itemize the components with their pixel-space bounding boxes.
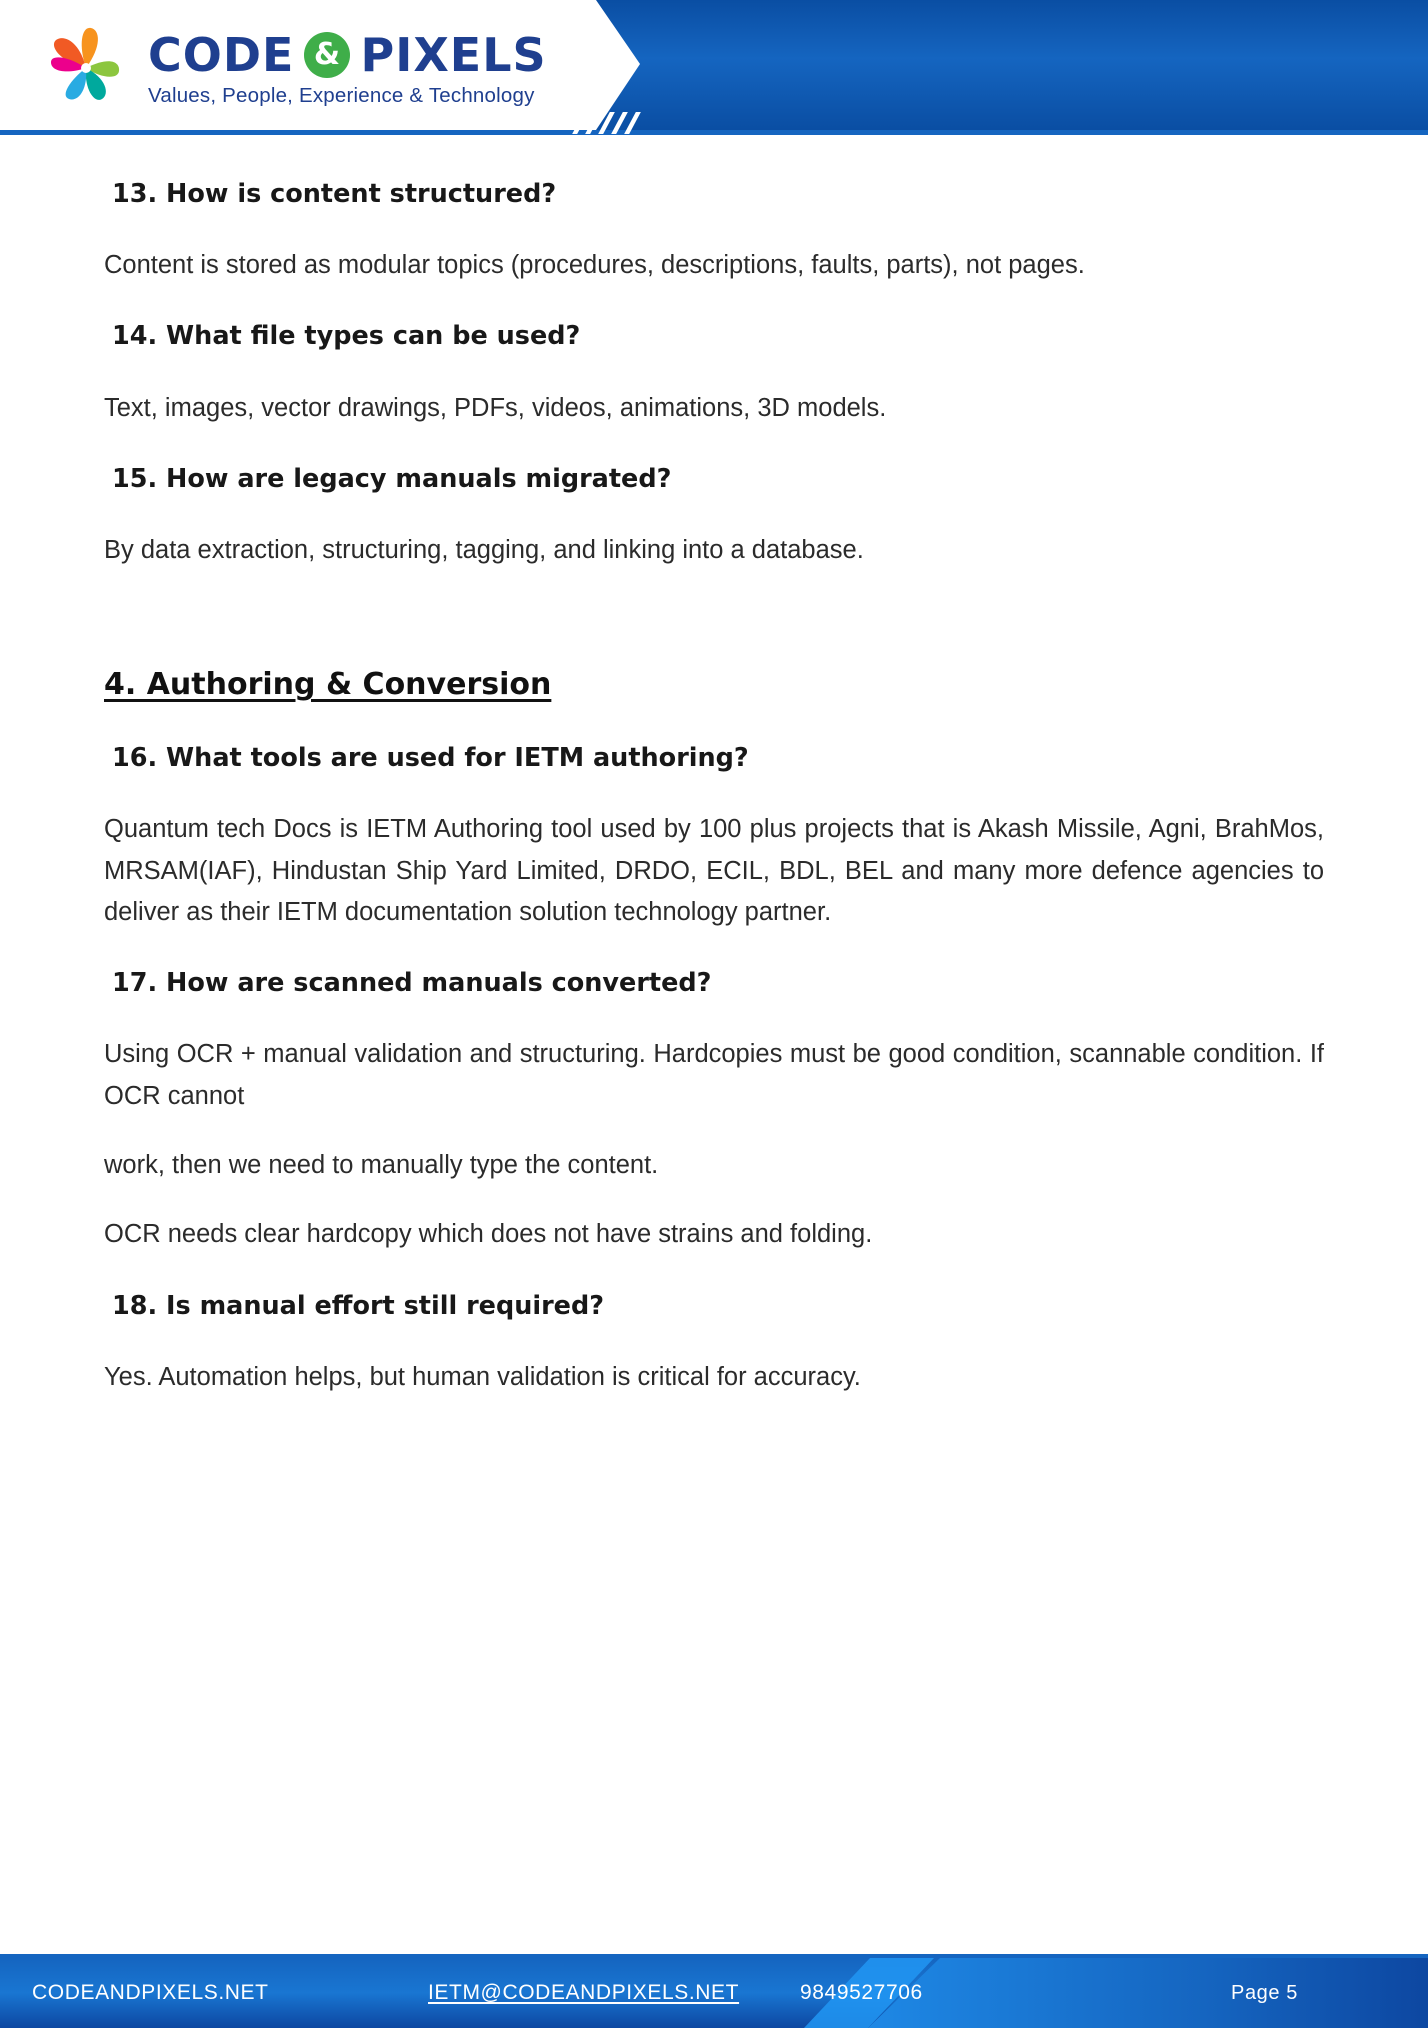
company-logo: [38, 18, 558, 122]
logo-text: [148, 28, 547, 108]
footer-email-link[interactable]: IETM@CODEANDPIXELS.NET: [428, 1981, 740, 2004]
section-heading-4: 4. Authoring & Conversion: [104, 667, 552, 703]
document-body: [0, 140, 1428, 1398]
header-bottom-rule: [0, 130, 1428, 135]
page-header: [0, 0, 1428, 140]
question-heading-13: 13. How is content structured?: [112, 179, 557, 209]
pinwheel-logo-icon: [38, 24, 134, 116]
logo-tagline: Values, People, Experience & Technology: [148, 84, 535, 107]
answer-text-17b: work, then we need to manually type the content.: [104, 1151, 659, 1180]
answer-text-17c: OCR needs clear hardcopy which does not have strains and folding.: [104, 1220, 873, 1249]
logo-word-code: CODE: [148, 28, 295, 82]
question-heading-15: 15. How are legacy manuals migrated?: [112, 463, 672, 494]
footer-content: [0, 1958, 1428, 2028]
question-heading-18: 18. Is manual effort still required?: [112, 1290, 605, 1321]
section-spacer: [104, 571, 1324, 667]
logo-ampersand-badge: &: [304, 32, 350, 78]
footer-page-number: Page 5: [1231, 1981, 1298, 2004]
answer-text-16: Quantum tech Docs is IETM Authoring tool used by 100 plus projects that is Akash Missile, Agni, BrahMos, MRSAM(IAF), Hindustan Ship Yard Limited, DRDO, ECIL, BDL, BEL and many more defence agencies to deliver as their IETM documentation solution technology partner.: [104, 815, 1324, 927]
logo-word-pixels: PIXELS: [360, 28, 547, 82]
answer-text-15: By data extraction, structuring, tagging, and linking into a database.: [104, 536, 864, 565]
section-title-spacer: [104, 702, 1324, 742]
header-hatch-lines: [578, 112, 658, 134]
question-heading-16: 16. What tools are used for IETM authoring?: [112, 743, 749, 774]
answer-text-17a: Using OCR + manual validation and structuring. Hardcopies must be good condition, scannable condition. If OCR cannot: [104, 1040, 1324, 1110]
footer-phone: 9849527706: [800, 1981, 923, 2004]
logo-wordmark: [148, 28, 547, 82]
question-heading-17: 17. How are scanned manuals converted?: [112, 968, 712, 999]
footer-website[interactable]: CODEANDPIXELS.NET: [32, 1981, 269, 2004]
page-footer: [0, 1954, 1428, 2028]
answer-text-13: Content is stored as modular topics (procedures, descriptions, faults, parts), not pages.: [104, 251, 1085, 280]
question-heading-14: 14. What file types can be used?: [112, 321, 581, 352]
answer-text-14: Text, images, vector drawings, PDFs, videos, animations, 3D models.: [104, 393, 887, 422]
answer-text-18: Yes. Automation helps, but human validation is critical for accuracy.: [104, 1362, 861, 1391]
